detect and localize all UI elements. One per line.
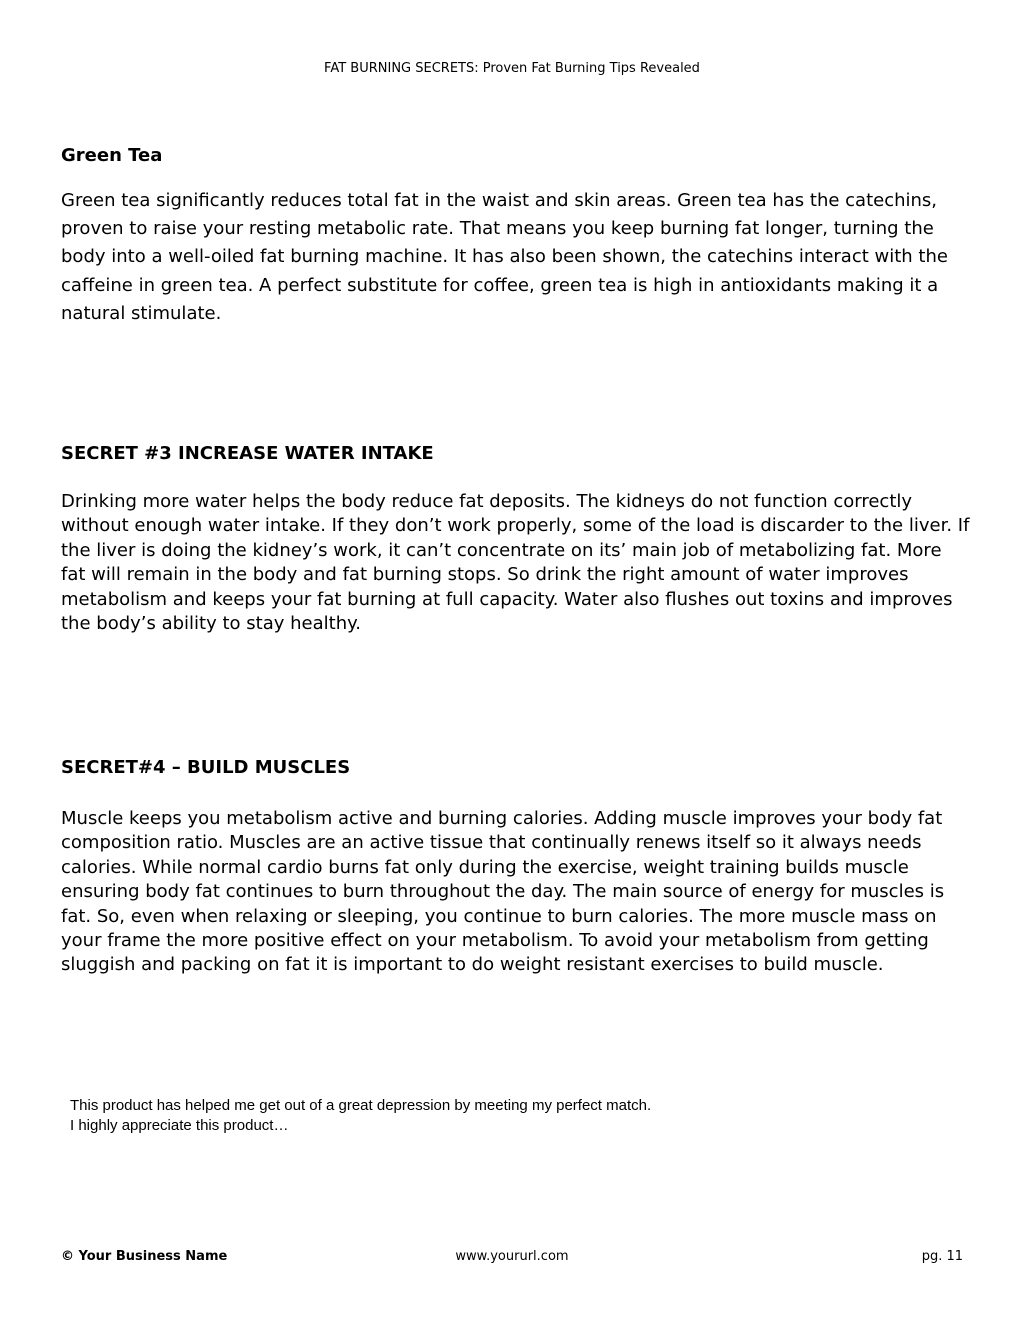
section-heading-water-intake: SECRET #3 INCREASE WATER INTAKE: [61, 443, 434, 464]
section-heading-build-muscles: SECRET#4 – BUILD MUSCLES: [61, 757, 351, 778]
section-body-build-muscles: Muscle keeps you metabolism active and burning calories. Adding muscle improves your body fat composition ratio. Muscles are an active tissue that continually renews itself so it always needs calories. While normal cardio burns fat only during the exercise, weight training builds muscle ensuring body fat continues to burn throughout the day. The main source of energy for muscles is fat. So, even when relaxing or sleeping, you continue to burn calories. The more muscle mass on your frame the more positive effect on your metabolism. To avoid your metabolism from getting sluggish and packing on fat it is important to do weight resistant exercises to build muscle.: [61, 808, 945, 976]
section-heading-green-tea: Green Tea: [61, 145, 163, 166]
testimonial-line: I highly appreciate this product…: [70, 1117, 289, 1134]
running-header: FAT BURNING SECRETS: Proven Fat Burning Tips Revealed: [324, 61, 700, 76]
section-body-water-intake: Drinking more water helps the body reduce fat deposits. The kidneys do not function correctly without enough water intake. If they don’t work properly, some of the load is discarder to the liver. If the liver is doing the kidney’s work, it can’t concentrate on its’ main job of metabolizing fat. More fat will remain in the body and fat burning stops. So drink the right amount of water improves metabolism and keeps your fat burning at full capacity. Water also flushes out toxins and improves the body’s ability to stay healthy.: [61, 491, 970, 635]
testimonial-line: This product has helped me get out of a great depression by meeting my perfect match.: [70, 1097, 652, 1114]
footer-url: www.yoururl.com: [455, 1249, 569, 1264]
footer-business-name: © Your Business Name: [61, 1249, 228, 1264]
footer-page-number: pg. 11: [921, 1249, 963, 1264]
testimonial: [70, 1096, 651, 1136]
section-body-green-tea: Green tea significantly reduces total fat in the waist and skin areas. Green tea has the catechins, proven to raise your resting metabolic rate. That means you keep burning fat longer, turning the body into a well-oiled fat burning machine. It has also been shown, the catechins interact with the caffeine in green tea. A perfect substitute for coffee, green tea is high in antioxidants making it a natural stimulate.: [61, 190, 948, 324]
